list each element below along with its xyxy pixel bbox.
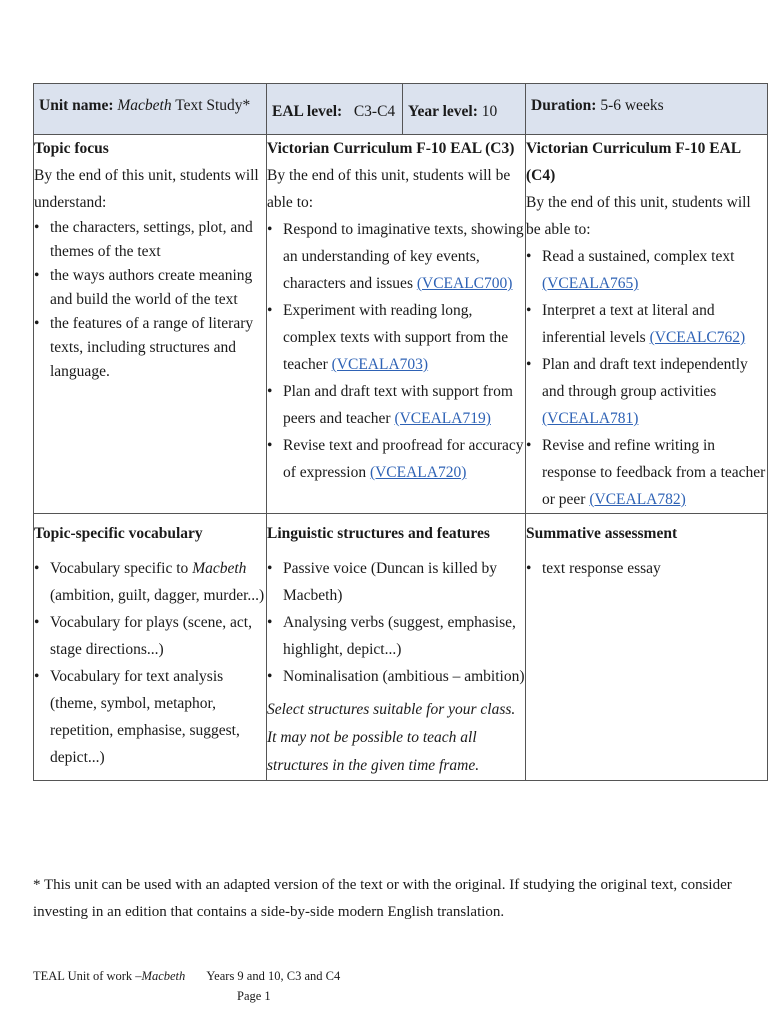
page-footer bbox=[33, 966, 433, 1006]
outcome-text: Plan and draft text with support from peers and teacher bbox=[283, 383, 513, 427]
list-item bbox=[267, 216, 525, 297]
list-item bbox=[267, 378, 525, 432]
outcome-text: Interpret a text at literal and inferential levels bbox=[542, 302, 715, 346]
curriculum-code-link[interactable]: (VCEALA781) bbox=[542, 410, 639, 427]
curriculum-code-link[interactable]: (VCEALA765) bbox=[542, 275, 639, 292]
curriculum-code-link[interactable]: (VCEALA782) bbox=[589, 491, 686, 508]
list-item bbox=[34, 555, 266, 609]
unit-plan-table bbox=[33, 83, 768, 781]
list-item bbox=[267, 432, 525, 486]
focus-row bbox=[34, 135, 768, 514]
eal-level-label: EAL level: bbox=[272, 103, 343, 120]
footer-doc-title: Macbeth bbox=[141, 969, 186, 983]
topic-focus-intro: By the end of this unit, students will understand: bbox=[34, 167, 259, 211]
year-level-value: 10 bbox=[481, 103, 498, 120]
list-item: • the features of a range of literary texts, including structures and language. bbox=[34, 312, 266, 384]
list-item bbox=[526, 297, 767, 351]
eal-level-cell bbox=[267, 84, 403, 135]
topic-focus-list bbox=[34, 216, 266, 384]
list-item: • Analysing verbs (suggest, emphasise, highlight, depict...) bbox=[267, 609, 525, 663]
footer-years: Years 9 and 10, C3 and C4 bbox=[206, 969, 341, 983]
curriculum-code-link[interactable]: (VCEALC762) bbox=[649, 329, 746, 346]
vocab-text: Vocabulary for text analysis (theme, symbol, metaphor, repetition, emphasise, suggest, depict...) bbox=[50, 668, 240, 766]
year-level-label: Year level: bbox=[408, 103, 478, 120]
topic-focus-heading: Topic focus bbox=[34, 140, 109, 157]
list-item bbox=[526, 351, 767, 432]
list-item bbox=[34, 663, 266, 771]
header-row bbox=[34, 84, 768, 135]
unit-title: Macbeth bbox=[117, 97, 172, 114]
assessment-list bbox=[526, 555, 767, 582]
vocab-text: Vocabulary for plays (scene, act, stage directions...) bbox=[50, 614, 252, 658]
footnote: * This unit can be used with an adapted version of the text or with the original. If studying the original text, consider investing in an edition that contains a side-by-side modern English translation. bbox=[33, 877, 732, 920]
outcome-text: Experiment with reading long, complex texts with support from the teacher bbox=[283, 302, 509, 373]
curriculum-c3-list bbox=[267, 216, 525, 486]
outcome-text: Respond to imaginative texts, showing an understanding of key events, characters and issues bbox=[283, 221, 524, 292]
eal-level-value: C3-C4 bbox=[353, 103, 396, 120]
curriculum-c3-cell bbox=[267, 135, 526, 514]
list-item: • the characters, settings, plot, and themes of the text bbox=[34, 216, 266, 264]
curriculum-c3-intro: By the end of this unit, students will be able to: bbox=[267, 167, 511, 211]
curriculum-c3-heading: Victorian Curriculum F-10 EAL (C3) bbox=[267, 140, 515, 157]
list-item bbox=[267, 297, 525, 378]
unit-name-cell bbox=[34, 84, 267, 135]
curriculum-c4-intro: By the end of this unit, students will be able to: bbox=[526, 194, 751, 238]
vocabulary-list bbox=[34, 555, 266, 771]
vocabulary-heading: Topic-specific vocabulary bbox=[34, 525, 203, 542]
year-level-cell bbox=[403, 84, 526, 135]
assessment-heading: Summative assessment bbox=[526, 525, 678, 542]
duration-label: Duration: bbox=[531, 97, 597, 114]
list-item: • Passive voice (Duncan is killed by Macbeth) bbox=[267, 555, 525, 609]
outcome-text: Plan and draft text independently and through group activities bbox=[542, 356, 748, 400]
curriculum-c4-list bbox=[526, 243, 767, 513]
linguistic-cell bbox=[267, 514, 526, 781]
curriculum-code-link[interactable]: (VCEALA703) bbox=[331, 356, 429, 373]
list-item: • the ways authors create meaning and build the world of the text bbox=[34, 264, 266, 312]
vocab-text: (ambition, guilt, dagger, murder...) bbox=[50, 587, 265, 604]
unit-name-label: Unit name: bbox=[39, 97, 114, 114]
duration-value: 5-6 weeks bbox=[600, 97, 664, 114]
assessment-cell bbox=[526, 514, 768, 781]
list-item: • Nominalisation (ambitious – ambition) bbox=[267, 663, 525, 690]
topic-focus-cell bbox=[34, 135, 267, 514]
outcome-text: Revise text and proofread for accuracy of expression bbox=[283, 437, 524, 481]
linguistic-heading: Linguistic structures and features bbox=[267, 525, 490, 542]
curriculum-c4-heading: Victorian Curriculum F-10 EAL (C4) bbox=[526, 140, 741, 184]
structures-row bbox=[34, 514, 768, 781]
curriculum-c4-cell bbox=[526, 135, 768, 514]
vocab-title: Macbeth bbox=[192, 560, 247, 577]
outcome-text: Revise and refine writing in response to feedback from a teacher or peer bbox=[542, 437, 766, 508]
footer-doc-prefix: TEAL Unit of work – bbox=[33, 969, 142, 983]
curriculum-code-link[interactable]: (VCEALC700) bbox=[416, 275, 513, 292]
vocab-text: Vocabulary specific to bbox=[50, 560, 193, 577]
curriculum-code-link[interactable]: (VCEALA719) bbox=[394, 410, 491, 427]
duration-cell bbox=[526, 84, 768, 135]
linguistic-list bbox=[267, 555, 525, 690]
list-item bbox=[526, 243, 767, 297]
teacher-note: Select structures suitable for your class. It may not be possible to teach all structures in the given time frame. bbox=[267, 701, 516, 774]
list-item bbox=[34, 609, 266, 663]
list-item: • text response essay bbox=[526, 555, 767, 582]
unit-title-suffix: Text Study* bbox=[171, 97, 251, 114]
list-item bbox=[526, 432, 767, 513]
page-number: Page 1 bbox=[237, 989, 271, 1003]
curriculum-code-link[interactable]: (VCEALA720) bbox=[369, 464, 467, 481]
vocabulary-cell bbox=[34, 514, 267, 781]
outcome-text: Read a sustained, complex text bbox=[542, 248, 735, 265]
